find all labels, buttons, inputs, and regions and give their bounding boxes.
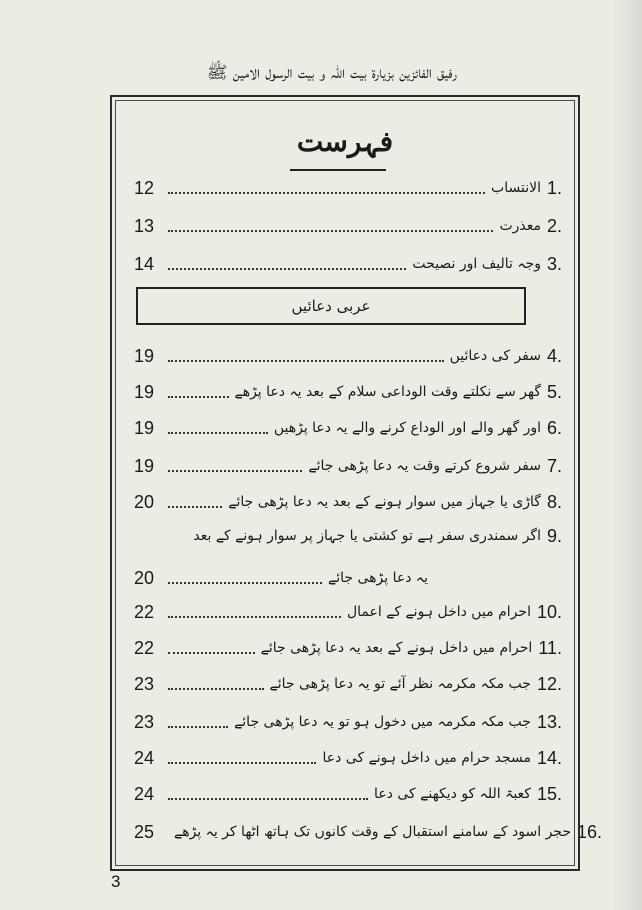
running-header: رفیق الفائزین بزیارۃ بیت اللہ و بیت الرسول الامین ﷺ (206, 63, 458, 83)
toc-entry-line-1 (134, 517, 562, 545)
section-heading: عربی دعائیں (291, 297, 371, 315)
entry-page: 14 (134, 254, 155, 274)
entry-number: 7. (546, 456, 562, 476)
entry-number: 11. (538, 638, 562, 658)
entry-text-continued: یہ دعا پڑھی جائے (328, 570, 428, 587)
toc-entry (134, 775, 562, 803)
entry-number: 6. (546, 418, 562, 438)
entry-page: 19 (134, 346, 155, 366)
toc-entry (134, 483, 562, 511)
toc-frame (110, 95, 603, 871)
entry-text: جب مکہ مکرمہ نظر آئے تو یہ دعا پڑھی جائے (269, 676, 531, 693)
dot-leader (168, 652, 255, 654)
entry-page: 22 (134, 638, 155, 658)
section-heading-box (136, 287, 526, 325)
entry-text: احرام میں داخل ہونے کے بعد یہ دعا پڑھی جائے (260, 640, 533, 657)
toc-entry (134, 629, 562, 657)
entry-page: 12 (134, 178, 155, 198)
entry-number: 12. (536, 674, 562, 694)
entry-page: 23 (134, 712, 155, 732)
entry-number: 3. (546, 254, 562, 274)
entry-page: 13 (134, 216, 155, 236)
page-edge-shadow (612, 0, 642, 910)
dot-leader (168, 762, 316, 764)
toc-entry (134, 703, 562, 731)
dot-leader (168, 230, 493, 232)
toc-title: فہرست (296, 125, 394, 158)
entry-page: 20 (134, 492, 155, 512)
entry-text: جب مکہ مکرمہ میں دخول ہو تو یہ دعا پڑھی جائے (234, 714, 531, 731)
entry-number: 9. (546, 526, 562, 546)
dot-leader (168, 726, 228, 728)
toc-entry (134, 409, 562, 437)
entry-text: احرام میں داخل ہونے کے اعمال (346, 604, 531, 621)
entry-page: 25 (134, 822, 155, 842)
dot-leader (168, 360, 444, 362)
toc-entry (134, 337, 562, 365)
entry-number: 4. (546, 346, 562, 366)
entry-page: 23 (134, 674, 155, 694)
entry-text: اگر سمندری سفر ہے تو کشتی یا جہاز پر سوار ہونے کے بعد (193, 528, 541, 545)
entry-page: 19 (134, 418, 155, 438)
entry-text: اور گھر والے اور الوداع کرنے والے یہ دعا پڑھیں (273, 420, 541, 437)
toc-entry (134, 245, 562, 273)
dot-leader (168, 688, 264, 690)
toc-entry (134, 739, 562, 767)
entry-text: حجر اسود کے سامنے استقبال کے وقت کانوں تک ہاتھ اٹھا کر یہ پڑھے (174, 824, 571, 841)
entry-page: 24 (134, 748, 155, 768)
entry-number: 13. (536, 712, 562, 732)
toc-entry (134, 447, 562, 475)
toc-entry-line-2 (134, 559, 428, 587)
toc-entry (134, 207, 562, 235)
toc-entry (134, 373, 562, 401)
entry-number: 14. (536, 748, 562, 768)
entry-text: وجہ تالیف اور نصیحت (412, 256, 541, 273)
entry-number: 16. (576, 822, 603, 842)
entry-text: گھر سے نکلتے وقت الوداعی سلام کے بعد یہ دعا پڑھے (234, 384, 541, 401)
dot-leader (168, 506, 222, 508)
dot-leader (168, 268, 406, 270)
entry-page: 19 (134, 382, 155, 402)
entry-text: گاڑی یا جہاز میں سوار ہونے کے بعد یہ دعا پڑھی جائے (228, 494, 541, 511)
dot-leader (168, 470, 302, 472)
entry-number: 15. (536, 784, 562, 804)
toc-entry (134, 593, 562, 621)
entry-page: 19 (134, 456, 155, 476)
page-number: 3 (111, 872, 121, 891)
dot-leader (168, 798, 368, 800)
entry-number: 1. (546, 178, 562, 198)
entry-text: مسجد حرام میں داخل ہونے کی دعا (322, 750, 531, 767)
entry-number: 5. (546, 382, 562, 402)
dot-leader (168, 192, 485, 194)
entry-text: کعبۃ اللہ کو دیکھنے کی دعا (374, 786, 531, 803)
entry-text: الانتساب (491, 180, 541, 197)
dot-leader (168, 582, 322, 584)
entry-number: 8. (546, 492, 562, 512)
dot-leader (168, 396, 229, 398)
entry-number: 10. (536, 602, 562, 622)
entry-number: 2. (546, 216, 562, 236)
toc-entry (134, 665, 562, 693)
entry-page: 22 (134, 602, 155, 622)
dot-leader (168, 432, 268, 434)
entry-page: 24 (134, 784, 155, 804)
dot-leader (168, 616, 341, 618)
entry-text: معذرت (499, 218, 541, 235)
toc-entry (134, 813, 603, 842)
toc-entry (134, 169, 562, 197)
entry-text: سفر کی دعائیں (449, 348, 541, 365)
entry-text: سفر شروع کرتے وقت یہ دعا پڑھی جائے (308, 458, 541, 475)
entry-page: 20 (134, 568, 155, 588)
